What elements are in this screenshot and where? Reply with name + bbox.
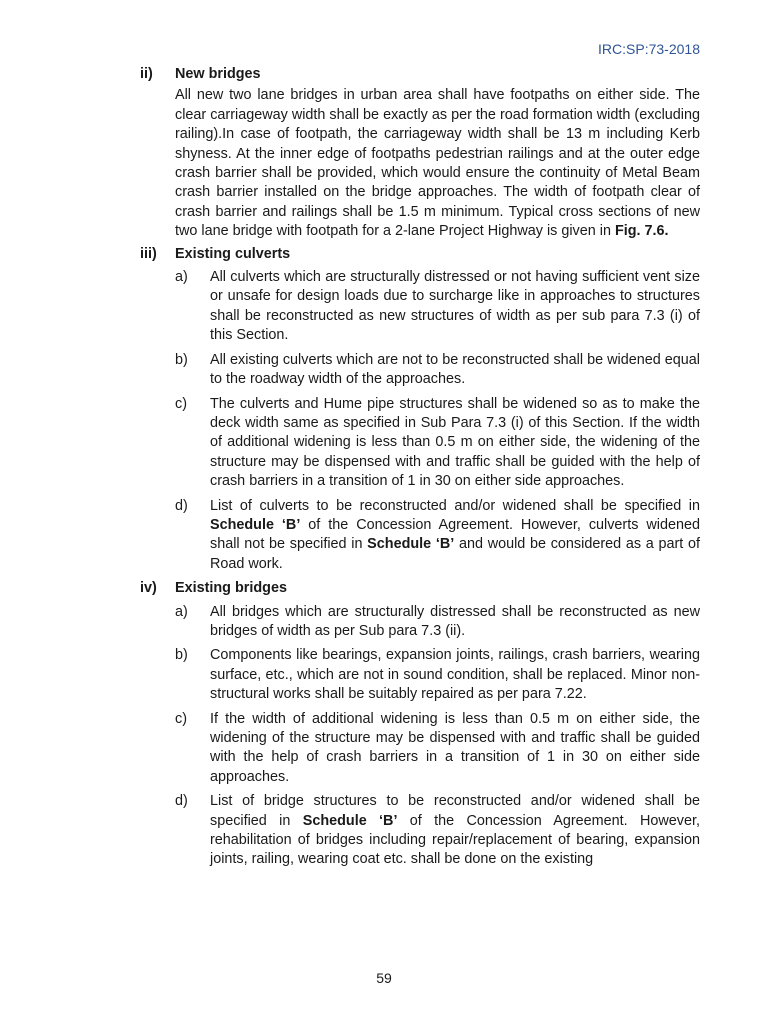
item-letter: d) [175,497,188,514]
section-title: Existing culverts [175,245,291,262]
list-item [175,497,700,575]
item-text: All existing culverts which are not to be reconstructed shall be widened equal to the roadway width of the approaches. [210,351,700,388]
item-letter: a) [175,603,188,620]
item-letter: c) [175,395,187,412]
item-letter: b) [175,351,188,368]
item-text: All bridges which are structurally distressed shall be reconstructed as new bridges of width as per Sub para 7.3 (ii). [210,603,700,639]
section-number: iii) [140,245,157,262]
item-list [175,603,700,870]
item-letter: b) [175,647,188,664]
section-existing-bridges [140,579,700,870]
figure-reference: Fig. 7.6. [614,223,669,240]
section-title: New bridges [175,66,261,82]
schedule-reference: Schedule ‘B’ [302,812,398,829]
list-item [175,646,700,704]
item-list [175,268,700,574]
item-letter: c) [175,710,187,727]
item-letter: a) [175,269,188,286]
item-text: List of culverts to be reconstructed and/or widened shall be specified in Schedule ‘B’ of the Concession Agreement. However, culverts widened shall not be specified in Schedule ‘B’ and would be considered as a part of Road work. [210,497,700,572]
section-existing-culverts [140,245,700,575]
list-item [175,792,700,870]
section-title: Existing bridges [175,580,287,597]
schedule-reference: Schedule ‘B’ [210,516,301,533]
list-item [175,710,700,788]
item-text: All culverts which are structurally distressed or not having sufficient vent size or unsafe for design loads due to surcharge like in approaches to structures shall be reconstructed as new structures of width as per sub para 7.3 (i) of this Section. [210,269,700,344]
document-code: IRC:SP:73-2018 [598,41,700,57]
list-item [175,395,700,492]
page-content [140,65,700,875]
item-text: Components like bearings, expansion joints, railings, crash barriers, wearing surface, etc., which are not in sound condition, shall be replaced. Minor non-structural works shall be suitably repaired as per para 7.22. [210,647,700,703]
page-number: 59 [376,970,392,986]
list-item [175,351,700,390]
item-letter: d) [175,793,188,810]
section-number: ii) [140,66,153,82]
list-item [175,268,700,346]
section-paragraph: All new two lane bridges in urban area shall have footpaths on either side. The clear carriageway width shall be exactly as per the road formation width (excluding railing).In case of footpath, the carriageway width shall be 13 m including Kerb shyness. At the inner edge of footpaths pedestrian railings and at the outer edge crash barrier shall be provided, which would ensure the continuity of Metal Beam crash barrier installed on the bridge approaches. The width of footpath clear of crash barrier and railings shall be 1.5 m minimum. Typical cross sections of new two lane bridge with footpath for a 2-lane Project Highway is given in Fig. 7.6. [175,87,700,240]
list-item [175,603,700,642]
item-text: If the width of additional widening is less than 0.5 m on either side, the widening of the structure may be dispensed with and traffic shall be guided with the help of crash barriers in a transition of 1 in 30 on either side approaches. [210,710,700,785]
item-text: List of bridge structures to be reconstructed and/or widened shall be specified in Schedule ‘B’ of the Concession Agreement. However, rehabilitation of bridges including repair/replacement of bearing, expansion joints, railing, wearing coat etc. shall be done on the existing [210,793,701,868]
section-new-bridges [140,65,700,242]
schedule-reference: Schedule ‘B’ [367,536,455,553]
section-number: iv) [140,580,157,597]
item-text: The culverts and Hume pipe structures shall be widened so as to make the deck width same as specified in Sub Para 7.3 (i) of this Section. If the width of additional widening is less than 0.5 m on either side, the widening of the structure may be dispensed with and traffic shall be guided with the help of crash barriers in a transition of 1 in 30 on either side approaches. [210,395,700,490]
